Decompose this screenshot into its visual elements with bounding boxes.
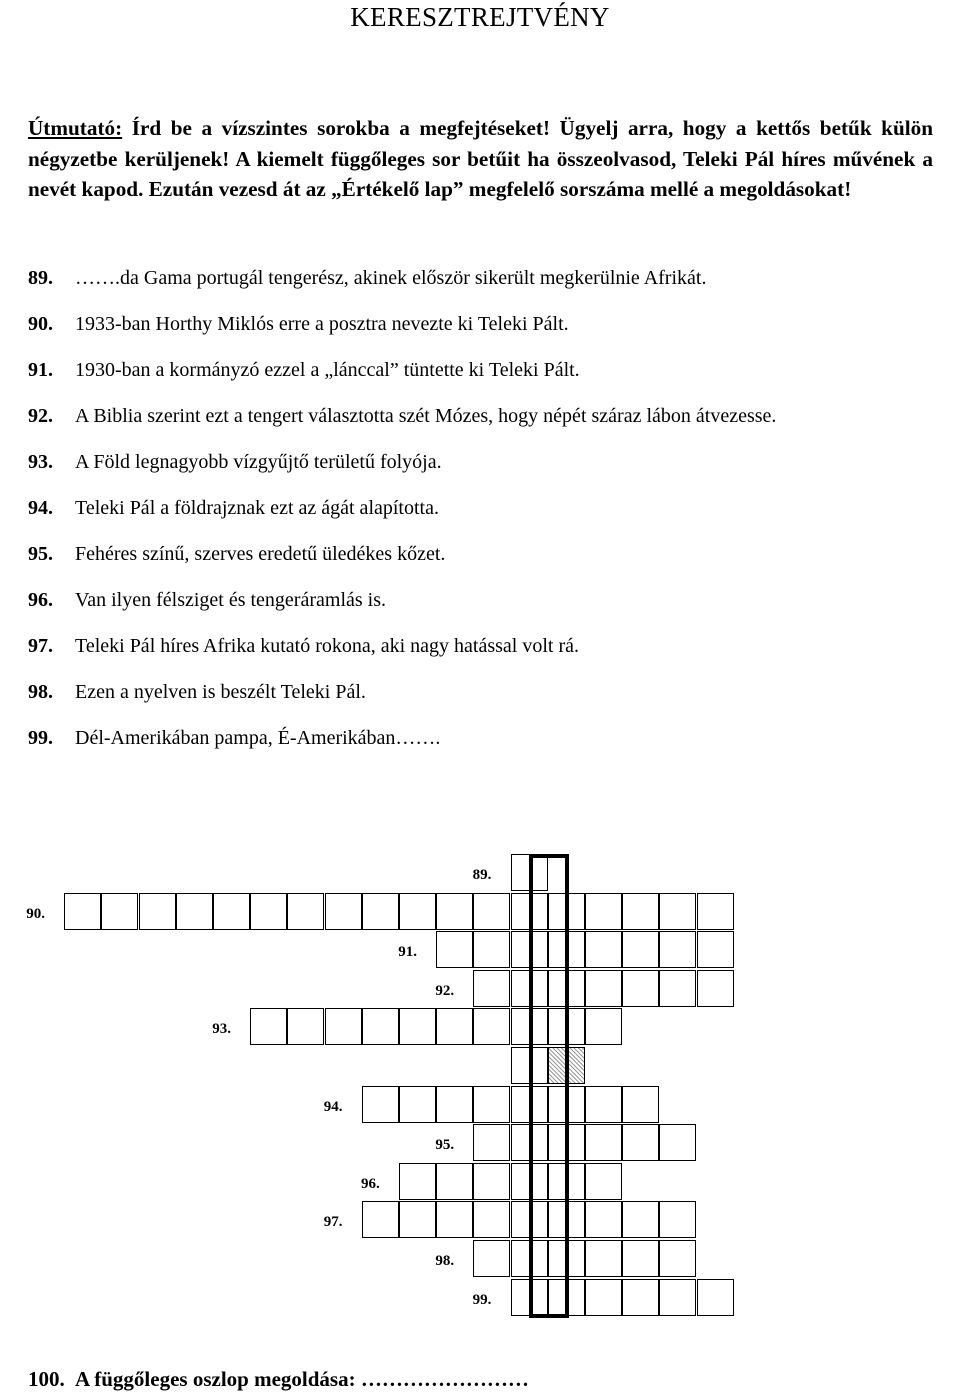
final-label: A függőleges oszlop megoldása:: [75, 1367, 356, 1391]
clue-number: 91.: [28, 359, 53, 381]
clue-number: 97.: [28, 635, 53, 657]
grid-cell[interactable]: [473, 931, 510, 968]
grid-cell[interactable]: [399, 1201, 436, 1238]
grid-cell[interactable]: [585, 1240, 622, 1277]
grid-cell[interactable]: [622, 1201, 659, 1238]
solution-column-highlight: [529, 854, 569, 1318]
grid-cell[interactable]: [325, 1008, 362, 1045]
grid-cell[interactable]: [622, 970, 659, 1007]
grid-cell[interactable]: [64, 893, 101, 930]
grid-cell[interactable]: [250, 1008, 287, 1045]
grid-cell[interactable]: [436, 1201, 473, 1238]
grid-cell[interactable]: [659, 1124, 696, 1161]
grid-cell[interactable]: [585, 1124, 622, 1161]
instructions: [28, 113, 933, 205]
grid-cell[interactable]: [585, 1086, 622, 1123]
grid-cell[interactable]: [362, 1086, 399, 1123]
grid-cell[interactable]: [399, 893, 436, 930]
clue-text: A Föld legnagyobb vízgyűjtő területű folyója.: [75, 451, 442, 473]
clue-number: 96.: [28, 589, 53, 611]
grid-cell[interactable]: [622, 893, 659, 930]
grid-cell[interactable]: [659, 1279, 696, 1316]
grid-cell[interactable]: [659, 893, 696, 930]
grid-cell[interactable]: [436, 931, 473, 968]
clue-text: A Biblia szerint ezt a tengert választotta szét Mózes, hogy népét száraz lábon átvezesse.: [75, 405, 777, 427]
grid-cell[interactable]: [287, 893, 324, 930]
grid-cell[interactable]: [622, 931, 659, 968]
grid-cell[interactable]: [436, 893, 473, 930]
grid-cell[interactable]: [585, 970, 622, 1007]
grid-row-label: 96.: [361, 1175, 380, 1192]
clue-text: …….da Gama portugál tengerész, akinek először sikerült megkerülnie Afrikát.: [75, 267, 707, 289]
grid-row-label: 89.: [472, 867, 492, 883]
grid-cell[interactable]: [473, 1163, 510, 1200]
final-answer-dots[interactable]: ……………………: [360, 1367, 529, 1391]
grid-cell[interactable]: [585, 931, 622, 968]
clue-number: 94.: [28, 497, 53, 519]
grid-cell[interactable]: [697, 893, 734, 930]
grid-cell[interactable]: [659, 970, 696, 1007]
grid-cell[interactable]: [622, 1240, 659, 1277]
grid-cell[interactable]: [250, 893, 287, 930]
clue-number: 90.: [28, 313, 53, 335]
instructions-label: Útmutató:: [28, 116, 123, 140]
grid-cell[interactable]: [585, 1008, 622, 1045]
grid-cell[interactable]: [362, 893, 399, 930]
clue-text: Ezen a nyelven is beszélt Teleki Pál.: [75, 681, 366, 703]
grid-cell[interactable]: [101, 893, 138, 930]
grid-cell[interactable]: [473, 1240, 510, 1277]
clue-number: 93.: [28, 451, 53, 473]
grid-cell[interactable]: [399, 1008, 436, 1045]
grid-cell[interactable]: [659, 931, 696, 968]
grid-cell[interactable]: [362, 1201, 399, 1238]
grid-cell[interactable]: [473, 1008, 510, 1045]
grid-cell[interactable]: [399, 1163, 436, 1200]
grid-cell[interactable]: [362, 1008, 399, 1045]
clue-text: Van ilyen félsziget és tengeráramlás is.: [75, 589, 386, 611]
grid-cell[interactable]: [473, 1086, 510, 1123]
grid-cell[interactable]: [139, 893, 176, 930]
grid-row-label: 92.: [435, 982, 455, 999]
clue-number: 99.: [28, 727, 53, 749]
final-number: 100.: [28, 1367, 65, 1391]
grid-cell[interactable]: [473, 893, 510, 930]
grid-cell[interactable]: [436, 1163, 473, 1200]
grid-cell[interactable]: [659, 1201, 696, 1238]
grid-cell[interactable]: [697, 970, 734, 1007]
clue-number: 89.: [28, 267, 53, 289]
grid-row-label: 93.: [212, 1021, 231, 1038]
grid-cell[interactable]: [585, 893, 622, 930]
clue-text: Dél-Amerikában pampa, É-Amerikában…….: [75, 727, 441, 749]
grid-row-label: 90.: [26, 905, 45, 922]
page-title: KERESZTREJTVÉNY: [350, 2, 610, 32]
grid-cell[interactable]: [622, 1279, 659, 1316]
grid-cell[interactable]: [473, 1124, 510, 1161]
grid-cell[interactable]: [697, 931, 734, 968]
clue-text: Fehéres színű, szerves eredetű üledékes kőzet.: [75, 543, 446, 565]
grid-cell[interactable]: [622, 1124, 659, 1161]
grid-cell[interactable]: [287, 1008, 324, 1045]
grid-cell[interactable]: [436, 1008, 473, 1045]
grid-cell[interactable]: [659, 1240, 696, 1277]
clue-text: Teleki Pál a földrajznak ezt az ágát alapította.: [75, 497, 439, 519]
grid-cell[interactable]: [213, 893, 250, 930]
clue-text: 1930-ban a kormányzó ezzel a „lánccal” tüntette ki Teleki Pált.: [75, 359, 580, 381]
grid-cell[interactable]: [399, 1086, 436, 1123]
grid-cell[interactable]: [622, 1086, 659, 1123]
grid-cell[interactable]: [585, 1279, 622, 1316]
clue-number: 98.: [28, 681, 53, 703]
grid-row-label: 99.: [472, 1291, 492, 1308]
grid-cell[interactable]: [436, 1086, 473, 1123]
grid-cell[interactable]: [473, 970, 510, 1007]
grid-cell[interactable]: [585, 1201, 622, 1238]
instructions-text: Írd be a vízszintes sorokba a megfejtéseket! Ügyelj arra, hogy a kettős betűk külön négyzetbe kerüljenek! A kiemelt függőleges sor betűit ha összeolvasod, Teleki Pál híres művének a nevét kapod. Ezután vezesd át az „Értékelő lap” megfelelő sorszáma mellé a megoldásokat!: [28, 116, 933, 201]
clue-text: Teleki Pál híres Afrika kutató rokona, aki nagy hatással volt rá.: [75, 635, 580, 657]
clue-text: 1933-ban Horthy Miklós erre a posztra nevezte ki Teleki Pált.: [75, 313, 569, 335]
grid-cell[interactable]: [176, 893, 213, 930]
grid-cell[interactable]: [697, 1279, 734, 1316]
grid-row-label: 95.: [435, 1137, 455, 1154]
grid-row-label: 91.: [398, 944, 417, 961]
grid-cell[interactable]: [473, 1201, 510, 1238]
clue-number: 95.: [28, 543, 53, 565]
grid-cell[interactable]: [585, 1163, 622, 1200]
grid-row-label: 98.: [435, 1253, 455, 1269]
grid-row-label: 97.: [323, 1214, 343, 1231]
grid-row-label: 94.: [323, 1098, 343, 1115]
clue-number: 92.: [28, 405, 53, 427]
grid-cell[interactable]: [325, 893, 362, 930]
